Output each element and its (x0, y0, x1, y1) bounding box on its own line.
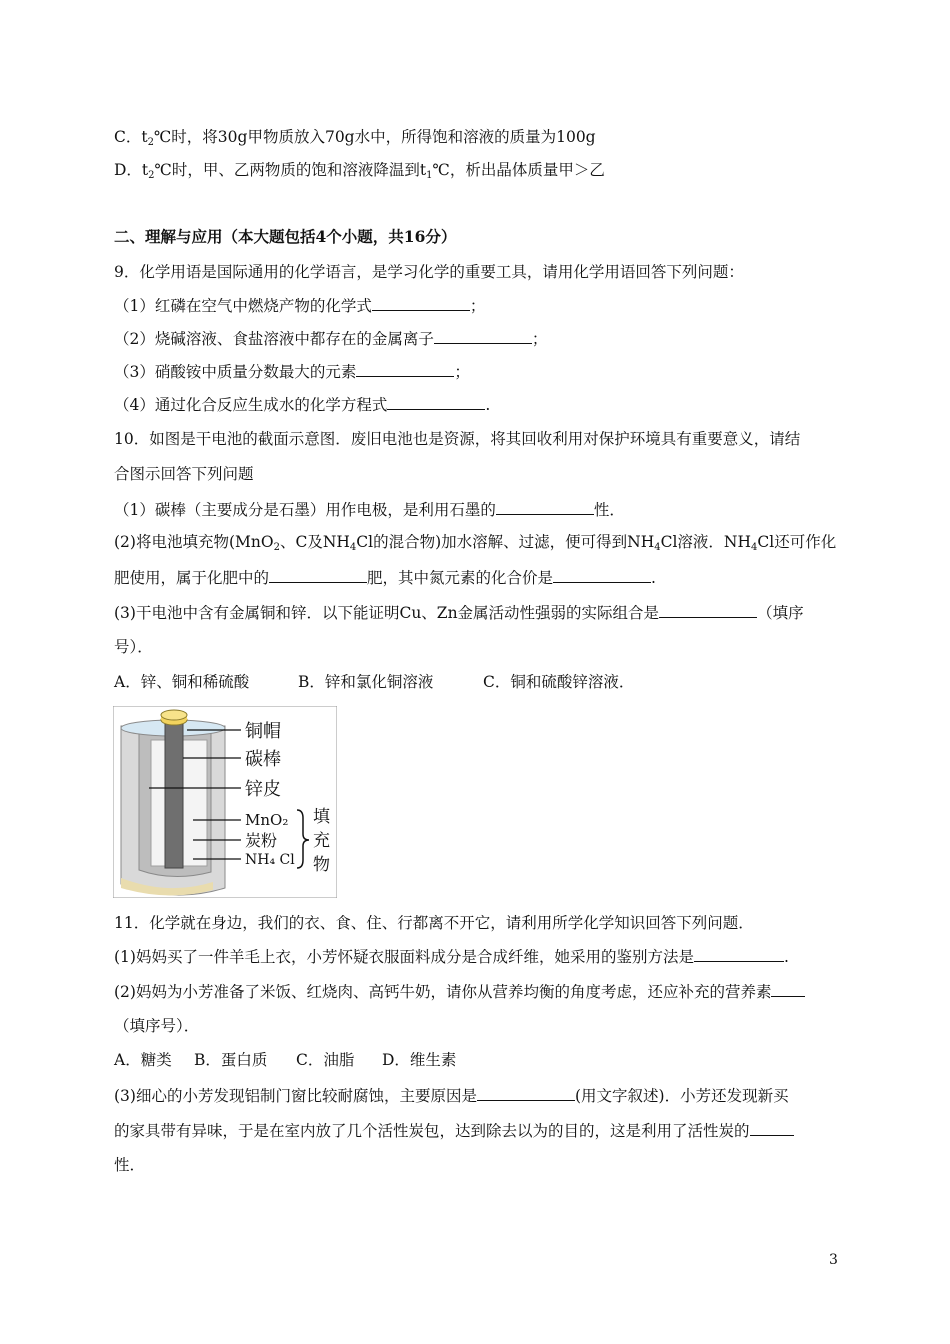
q10-options (114, 672, 634, 692)
answer-blank[interactable] (356, 361, 454, 377)
answer-blank[interactable] (496, 499, 594, 515)
label-fill-1: 填 (313, 807, 330, 827)
answer-blank[interactable] (750, 1120, 794, 1136)
q9-sub2: （2）烧碱溶液、食盐溶液中都存在的金属离子 ； (114, 330, 548, 348)
q11-option-a[interactable]: A．糖类 (114, 1051, 172, 1069)
q10-option-a[interactable]: A．锌、铜和稀硫酸 (114, 673, 250, 691)
answer-blank[interactable] (477, 1085, 575, 1101)
answer-blank[interactable] (372, 295, 470, 311)
label-zinc-skin: 锌皮 (245, 779, 281, 800)
page-number: 3 (829, 1252, 838, 1268)
q11-option-c[interactable]: C．油脂 (296, 1051, 355, 1069)
answer-blank[interactable] (269, 567, 367, 583)
answer-blank[interactable] (659, 602, 757, 618)
section-title: 二、理解与应用（本大题包括4个小题，共16分） (114, 227, 457, 246)
q10-sub2-line2: 肥使用，属于化肥中的 肥，其中氮元素的化合价是 . (114, 569, 656, 587)
answer-blank[interactable] (553, 567, 651, 583)
q10-stem-line2: 合图示回答下列问题 (114, 465, 254, 483)
q9-sub1: （1）红磷在空气中燃烧产物的化学式 ； (114, 297, 486, 315)
option-d: D．$t_2℃$时，甲、乙两物质的饱和溶液降温到$t_1℃$，析出晶体质量甲＞乙 (114, 161, 605, 181)
q10-stem-line1: 10．如图是干电池的截面示意图．废旧电池也是资源，将其回收利用对保护环境具有重要意义，请结 (114, 430, 801, 448)
q10-sub3-line2: 号）． (114, 638, 153, 656)
dry-cell-diagram (113, 706, 337, 898)
label-mno2: MnO₂ (245, 811, 289, 829)
q10-sub2-line1: (2)将电池填充物(MnO$_2$、C及$NH_4Cl$的混合物)加水溶解、过滤，便可得到$NH_4Cl$溶液．$NH_4Cl$还可作化 (114, 533, 837, 553)
q11-sub2-line2: （填序号）． (114, 1017, 200, 1035)
q11-option-b[interactable]: B．蛋白质 (194, 1051, 268, 1069)
q10-sub1: （1）碳棒（主要成分是石墨）用作电极，是利用石墨的 性． (114, 501, 625, 519)
q10-option-b[interactable]: B．锌和氯化铜溶液 (298, 673, 434, 691)
answer-blank[interactable] (387, 394, 485, 410)
q11-sub3-line2: 的家具带有异味，于是在室内放了几个活性炭包，达到除去以为的目的，这是利用了活性炭的 (114, 1120, 794, 1141)
q11-stem: 11．化学就在身边，我们的衣、食、住、行都离不开它，请利用所学化学知识回答下列问题． (114, 914, 754, 932)
q11-sub3-line1: (3)细心的小芳发现铝制门窗比较耐腐蚀，主要原因是 (用文字叙述)．小芳还发现新买 (114, 1087, 789, 1105)
q11-sub3-line3: 性． (114, 1156, 146, 1174)
q10-sub3-line1: (3)干电池中含有金属铜和锌．以下能证明Cu、Zn金属活动性强弱的实际组合是 （填序 (114, 604, 804, 622)
q10-option-c[interactable]: C．铜和硫酸锌溶液． (483, 673, 635, 691)
q9-stem: 9．化学用语是国际通用的化学语言，是学习化学的重要工具，请用化学用语回答下列问题： (114, 263, 744, 281)
label-copper-cap: 铜帽 (245, 721, 281, 742)
q11-option-d[interactable]: D．维生素 (382, 1051, 457, 1069)
answer-blank[interactable] (771, 981, 805, 997)
q9-sub4: （4）通过化合反应生成水的化学方程式 . (114, 396, 491, 414)
q11-sub1: (1)妈妈买了一件羊毛上衣，小芳怀疑衣服面料成分是合成纤维，她采用的鉴别方法是 . (114, 948, 789, 966)
q9-sub3: （3）硝酸铵中质量分数最大的元素 ； (114, 363, 470, 381)
option-c: C．$t_2℃$时，将30g甲物质放入70g水中，所得饱和溶液的质量为100g (114, 128, 596, 148)
q11-options (114, 1050, 456, 1070)
carbon-rod (165, 724, 183, 868)
answer-blank[interactable] (434, 328, 532, 344)
label-fill-2: 充 (313, 831, 330, 851)
q11-sub2-line1: (2)妈妈为小芳准备了米饭、红烧肉、高钙牛奶，请你从营养均衡的角度考虑，还应补充的营养素 (114, 981, 805, 1002)
answer-blank[interactable] (694, 946, 784, 962)
label-fill-3: 物 (313, 855, 330, 875)
label-carbon-powder: 炭粉 (245, 831, 278, 850)
label-nh4cl: NH₄ Cl (245, 852, 295, 868)
label-carbon-rod: 碳棒 (245, 749, 281, 770)
